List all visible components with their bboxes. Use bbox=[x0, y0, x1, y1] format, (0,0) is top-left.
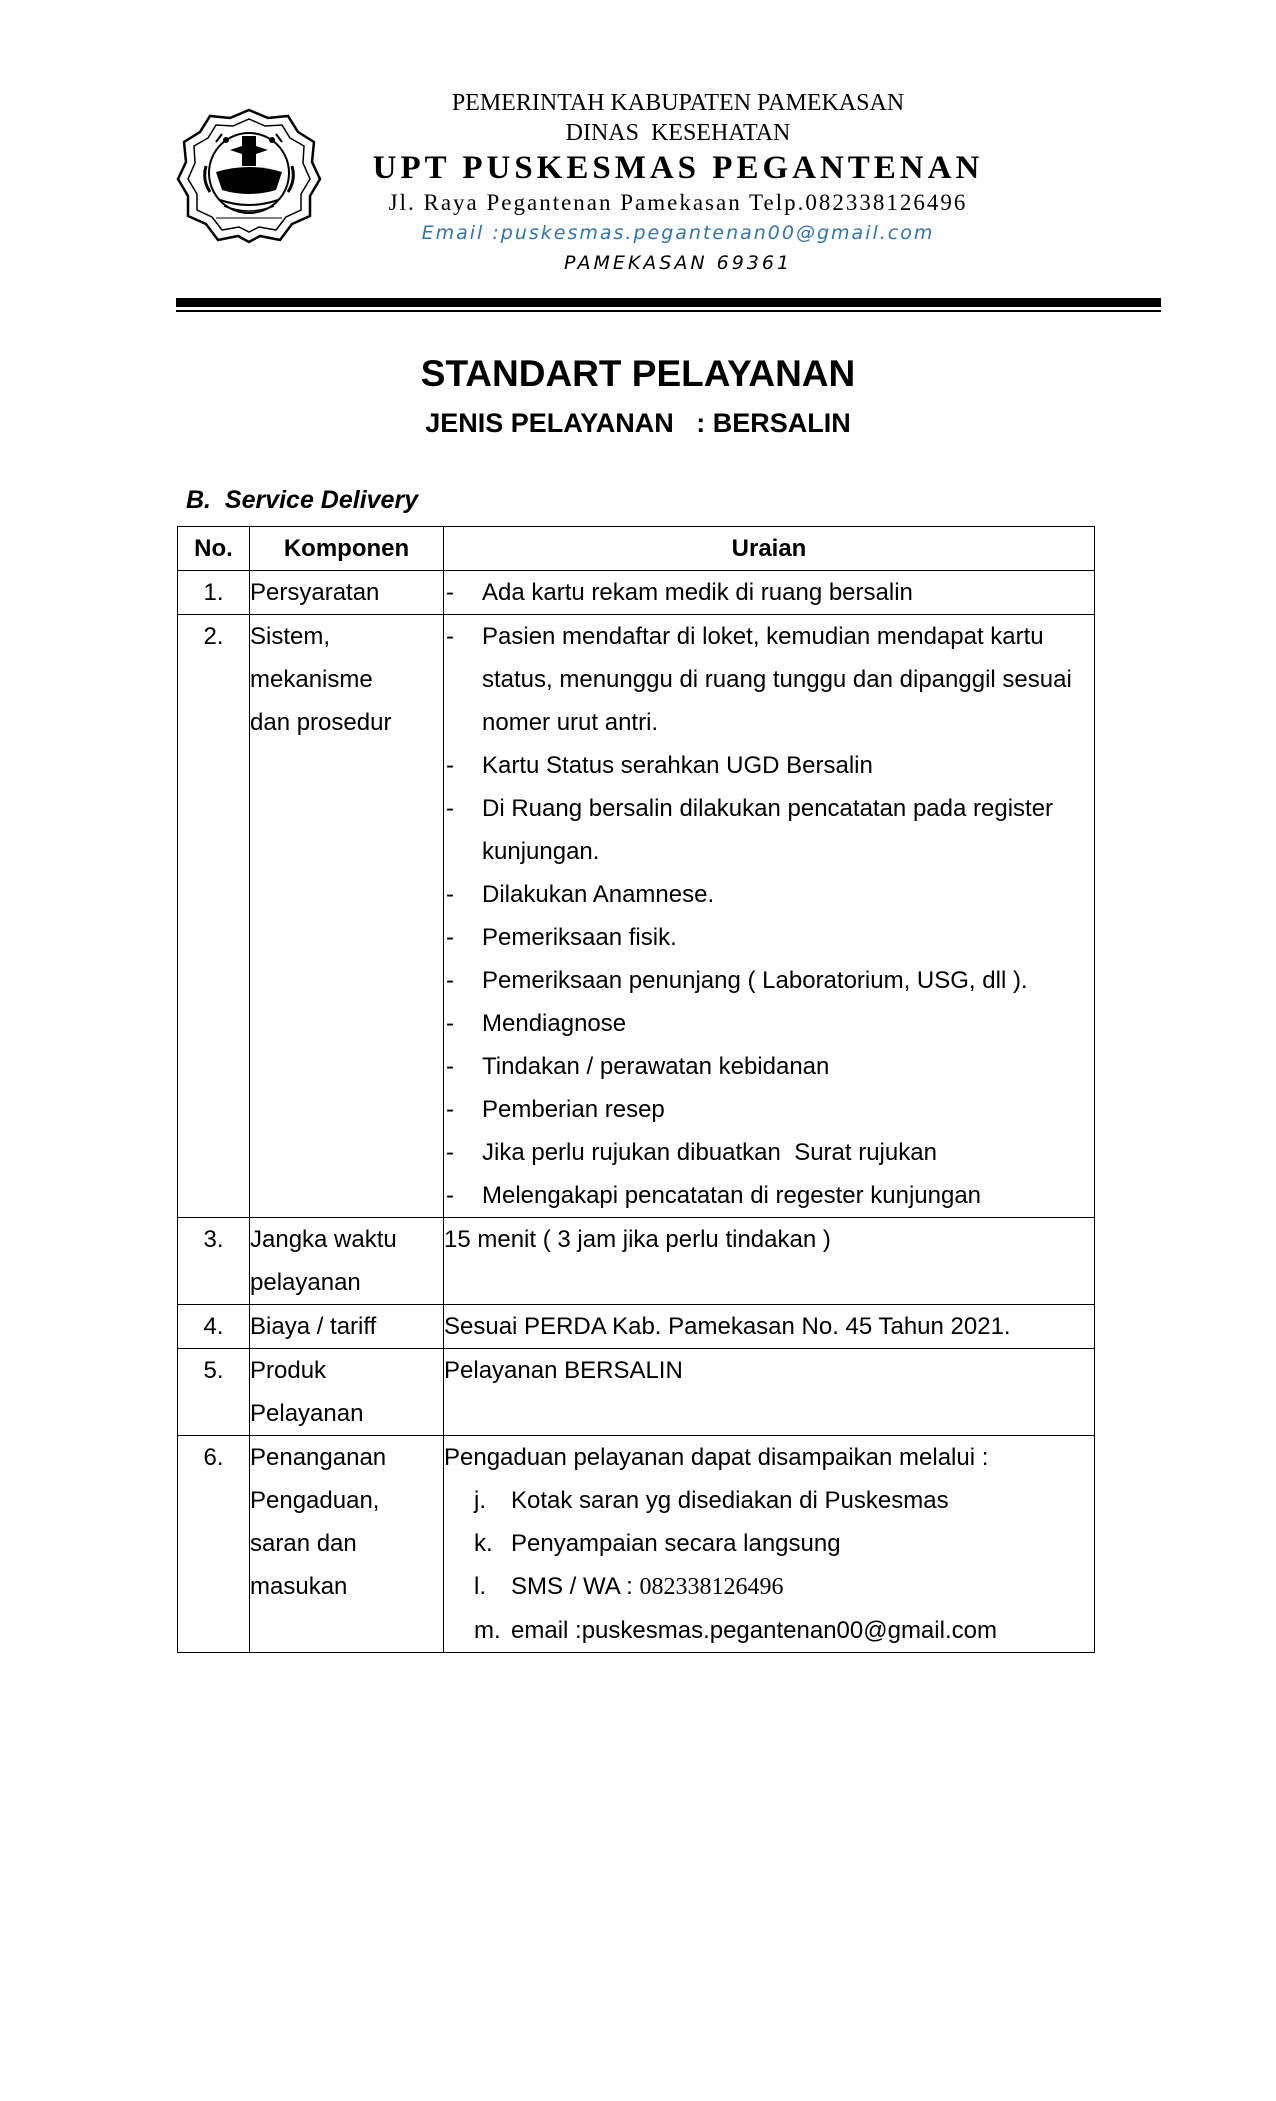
row-number: 4. bbox=[178, 1305, 250, 1349]
component-line: Persyaratan bbox=[250, 579, 380, 606]
list-item: - Ada kartu rekam medik di ruang bersalin bbox=[444, 571, 1094, 614]
list-item: - Kartu Status serahkan UGD Bersalin bbox=[444, 744, 1094, 787]
regency-seal-icon bbox=[176, 106, 322, 244]
government-name: PEMERINTAH KABUPATEN PAMEKASAN bbox=[451, 90, 905, 116]
section-heading: B. Service Delivery bbox=[186, 486, 419, 514]
letterhead-divider-thin bbox=[176, 310, 1161, 312]
row-number: 5. bbox=[178, 1349, 250, 1436]
table-row bbox=[178, 571, 1095, 615]
header-description: Uraian bbox=[444, 527, 1095, 571]
complaint-intro: Pengaduan pelayanan dapat disampaikan melalui : bbox=[444, 1444, 989, 1471]
table-row bbox=[178, 1218, 1095, 1305]
component-line: Jangka waktu bbox=[250, 1226, 397, 1253]
document-subtitle: JENIS PELAYANAN : BERSALIN bbox=[425, 408, 851, 438]
channel-text: Kotak saran yg disediakan di Puskesmas bbox=[511, 1487, 949, 1514]
list-item: - Dilakukan Anamnese. bbox=[444, 873, 1094, 916]
list-item: - Tindakan / perawatan kebidanan bbox=[444, 1045, 1094, 1088]
row-description bbox=[444, 571, 1095, 615]
row-number: 2. bbox=[178, 615, 250, 1218]
row-description bbox=[444, 615, 1095, 1218]
channel-marker: l. bbox=[474, 1573, 486, 1600]
channel-marker: j. bbox=[474, 1487, 486, 1514]
letterhead bbox=[0, 0, 1276, 320]
organization-email: Email :puskesmas.pegantenan00@gmail.com bbox=[421, 222, 935, 244]
component-line: mekanisme bbox=[250, 666, 373, 693]
list-item: - Pemeriksaan fisik. bbox=[444, 916, 1094, 959]
component-line: masukan bbox=[250, 1573, 348, 1600]
channel-text: Penyampaian secara langsung bbox=[511, 1530, 841, 1557]
table-row bbox=[178, 1349, 1095, 1436]
row-component bbox=[250, 615, 444, 1218]
row-description: Pelayanan BERSALIN bbox=[444, 1349, 1095, 1436]
organization-city: PAMEKASAN 69361 bbox=[563, 252, 793, 274]
row-component bbox=[250, 1305, 444, 1349]
component-line: Produk bbox=[250, 1357, 327, 1384]
row-number: 3. bbox=[178, 1218, 250, 1305]
list-item: - Melengakapi pencatatan di regester kunjungan bbox=[444, 1174, 1094, 1217]
list-item: - Pasien mendaftar di loket, kemudian mendapat kartu status, menunggu di ruang tunggu dan dipanggil sesuai nomer urut antri. bbox=[444, 615, 1094, 744]
list-item: - Di Ruang bersalin dilakukan pencatatan pada register kunjungan. bbox=[444, 787, 1094, 873]
component-line: Pelayanan bbox=[250, 1400, 364, 1427]
table-row bbox=[178, 1305, 1095, 1349]
channel-phone: 082338126496 bbox=[639, 1574, 784, 1600]
document-title: STANDART PELAYANAN bbox=[420, 353, 856, 394]
complaint-channel bbox=[444, 1565, 1094, 1609]
row-number: 6. bbox=[178, 1436, 250, 1653]
row-component bbox=[250, 1218, 444, 1305]
row-description: 15 menit ( 3 jam jika perlu tindakan ) bbox=[444, 1218, 1095, 1305]
channel-text: SMS / WA : bbox=[511, 1573, 640, 1600]
row-component bbox=[250, 1436, 444, 1653]
component-line: Pengaduan, bbox=[250, 1487, 380, 1514]
component-line: Sistem, bbox=[250, 623, 331, 650]
list-item: - Mendiagnose bbox=[444, 1002, 1094, 1045]
row-component bbox=[250, 1349, 444, 1436]
component-line: pelayanan bbox=[250, 1269, 361, 1296]
table-row bbox=[178, 1436, 1095, 1653]
channel-marker: m. bbox=[474, 1617, 501, 1644]
list-item: - Jika perlu rujukan dibuatkan Surat rujukan bbox=[444, 1131, 1094, 1174]
row-component bbox=[250, 571, 444, 615]
organization-name: UPT PUSKESMAS PEGANTENAN bbox=[372, 150, 984, 186]
row-number: 1. bbox=[178, 571, 250, 615]
row-description bbox=[444, 1436, 1095, 1653]
header-component: Komponen bbox=[250, 527, 444, 571]
channel-marker: k. bbox=[474, 1530, 493, 1557]
table-header-row bbox=[178, 527, 1095, 571]
complaint-channel bbox=[444, 1522, 1094, 1565]
list-item: - Pemberian resep bbox=[444, 1088, 1094, 1131]
complaint-channel bbox=[444, 1479, 1094, 1522]
component-line: saran dan bbox=[250, 1530, 357, 1557]
service-delivery-table bbox=[177, 526, 1095, 1653]
header-no: No. bbox=[178, 527, 250, 571]
channel-text: email :puskesmas.pegantenan00@gmail.com bbox=[511, 1617, 997, 1644]
letterhead-divider bbox=[176, 298, 1161, 307]
component-line: Penanganan bbox=[250, 1444, 387, 1471]
component-line: dan prosedur bbox=[250, 709, 392, 736]
complaint-channel bbox=[444, 1609, 1094, 1652]
list-item: - Pemeriksaan penunjang ( Laboratorium, USG, dll ). bbox=[444, 959, 1094, 1002]
row-description: Sesuai PERDA Kab. Pamekasan No. 45 Tahun 2021. bbox=[444, 1305, 1095, 1349]
table-row bbox=[178, 615, 1095, 1218]
organization-address: Jl. Raya Pegantenan Pamekasan Telp.082338126496 bbox=[388, 190, 968, 215]
component-line: Biaya / tariff bbox=[250, 1313, 377, 1340]
department-name: DINAS KESEHATAN bbox=[565, 120, 791, 146]
